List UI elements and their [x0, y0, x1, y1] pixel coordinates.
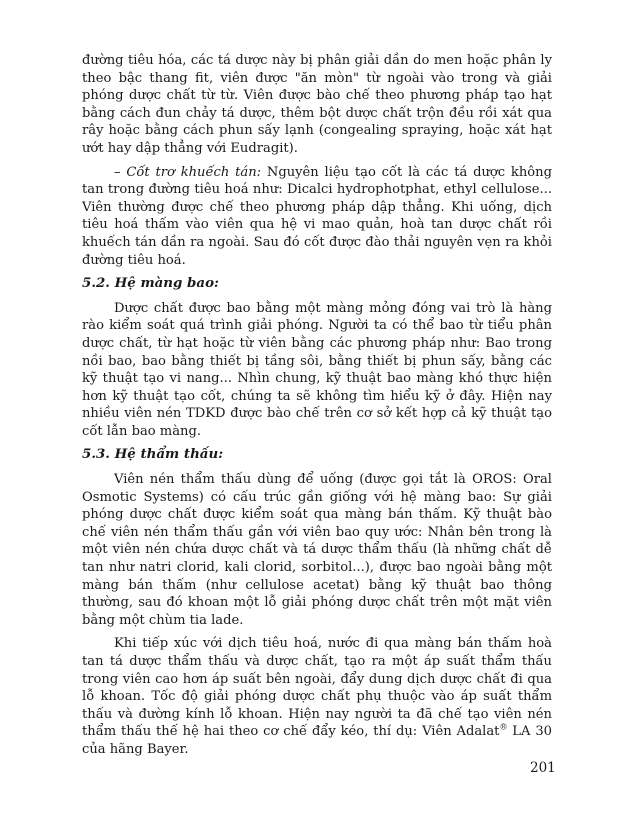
registered-mark: ®: [499, 723, 508, 733]
paragraph-osmotic-mechanism: [82, 635, 552, 758]
heading-5-2: 5.2. Hệ màng bao:: [82, 275, 219, 292]
paragraph-membrane-coating: Dược chất được bao bằng một màng mỏng đóng vai trò là hàng rào kiểm soát quá trình giải phóng. Người ta có thể bao từ tiểu phân dược chất, từ hạt hoặc từ viên bằng các phương pháp như: Bao trong nồi bao, bao bằng thiết bị tầng sôi, bằng thiết bị phun sấy, bằng các kỹ thuật tạo vi nang... Nhìn chung, kỹ thuật bao màng khó thực hiện hơn kỹ thuật tạo cốt, chúng ta sẽ không tìm hiểu kỹ ở đây. Hiện nay nhiều viên nén TDKD được bào chế trên cơ sở kết hợp cả kỹ thuật tạo cốt lẫn bao màng.: [82, 300, 552, 439]
osmotic-mechanism-end: LA 30 của hãng Bayer.: [82, 724, 552, 757]
paragraph-osmotic-intro: Viên nén thẩm thấu dùng để uống (được gọi tắt là OROS: Oral Osmotic Systems) có cấu trúc gần giống với hệ màng bao: Sự giải phóng dược chất được kiểm soát qua màng bán thấm. Kỹ thuật bào chế viên nén thẩm thấu gần với viên bao quy ước: Nhân bên trong là một viên nén chứa dược chất và tá dược thẩm thấu (là những chất dễ tan như natri clorid, kali clorid, sorbitol...), được bao ngoài bằng một màng bán thấm (như cellulose acetat) bằng kỹ thuật bao thông thường, sau đó khoan một lỗ giải phóng dược chất trên một mặt viên bằng một chùm tia lade.: [82, 472, 552, 628]
inert-matrix-lead: – Cốt trơ khuếch tán:: [114, 164, 262, 180]
heading-5-3: 5.3. Hệ thẩm thấu:: [82, 446, 224, 463]
page-body: [82, 52, 552, 765]
paragraph-inert-matrix: [82, 164, 552, 270]
paragraph-matrix-erosion: đường tiêu hóa, các tá dược này bị phân giải dần do men hoặc phân ly theo bậc thang fit, viên được "ăn mòn" từ ngoài vào trong và giải phóng dược chất từ từ. Viên được bào chế theo phương pháp tạo hạt bằng cách đun chảy tá dược, thêm bột dược chất trộn đều rồi xát qua rây hoặc bằng cách phun sấy lạnh (congealing spraying, hoặc xát hạt ướt hay dập thẳng với Eudragit).: [82, 53, 552, 156]
osmotic-mechanism-body: Khi tiếp xúc với dịch tiêu hoá, nước đi qua màng bán thấm hoà tan tá dược thẩm thấu và dược chất, tạo ra một áp suất thẩm thấu trong viên cao hơn áp suất bên ngoài, đẩy dung dịch dược chất đi qua lỗ khoan. Tốc độ giải phóng dược chất phụ thuộc vào áp suất thẩm thấu và đường kính lỗ khoan. Hiện nay người ta đã chế tạo viên nén thẩm thấu thế hệ hai theo cơ chế đẩy kéo, thí dụ: Viên Adalat: [82, 636, 552, 740]
inert-matrix-body: Nguyên liệu tạo cốt là các tá dược không tan trong đường tiêu hoá như: Dicalci hydrophotphat, ethyl cellulose... Viên thường được chế theo phương pháp dập thẳng. Khi uống, dịch tiêu hoá thấm vào viên qua hệ vi mao quản, hoà tan dược chất rồi khuếch tán dần ra ngoài. Sau đó cốt được đào thải nguyên vẹn ra khỏi đường tiêu hoá.: [82, 164, 552, 268]
page-number: 201: [530, 760, 556, 776]
